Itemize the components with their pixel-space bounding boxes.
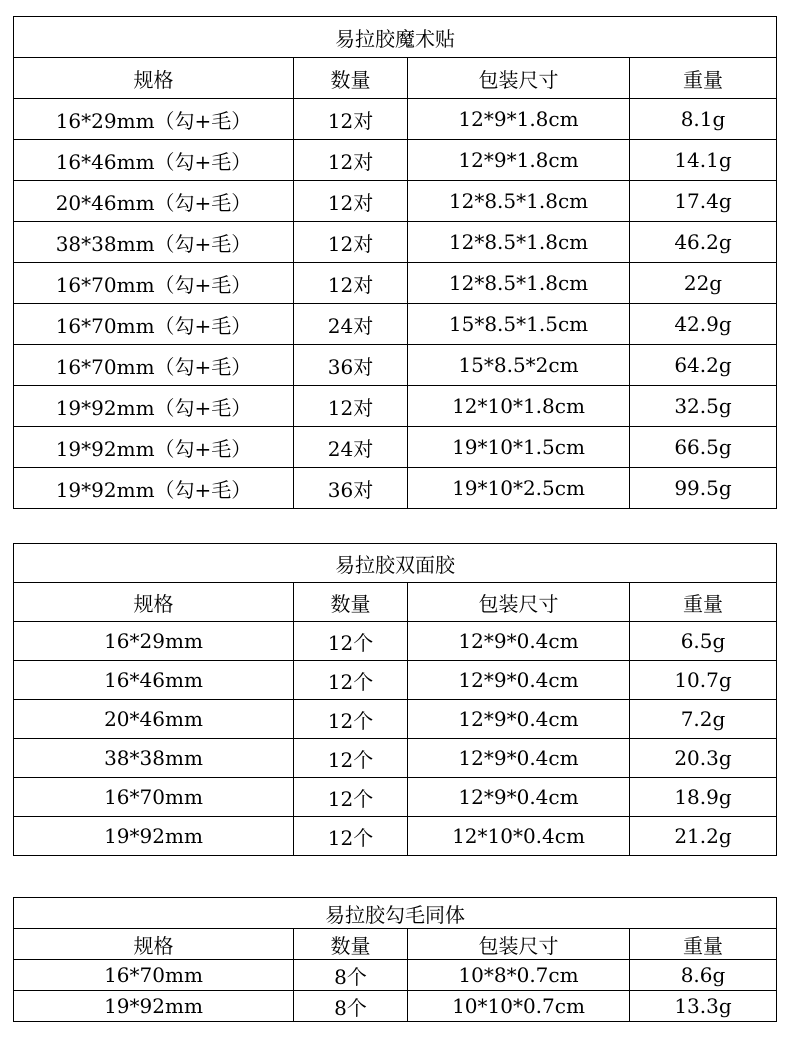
header-spec: 规格 bbox=[14, 929, 294, 960]
table-row bbox=[14, 960, 777, 991]
cell-spec: 16*46mm（勾+毛） bbox=[14, 140, 294, 181]
cell-pack-size: 19*10*1.5cm bbox=[408, 427, 630, 468]
table-row bbox=[14, 778, 777, 817]
cell-weight: 99.5g bbox=[630, 468, 777, 509]
cell-spec: 38*38mm（勾+毛） bbox=[14, 222, 294, 263]
cell-spec: 16*70mm bbox=[14, 960, 294, 991]
table-row bbox=[14, 181, 777, 222]
table-row bbox=[14, 817, 777, 856]
table-header-row bbox=[14, 58, 777, 99]
cell-weight: 21.2g bbox=[630, 817, 777, 856]
cell-qty: 12个 bbox=[294, 739, 408, 778]
cell-spec: 19*92mm（勾+毛） bbox=[14, 468, 294, 509]
table-row bbox=[14, 661, 777, 700]
cell-qty: 8个 bbox=[294, 991, 408, 1022]
cell-pack-size: 12*9*0.4cm bbox=[408, 700, 630, 739]
cell-pack-size: 12*10*0.4cm bbox=[408, 817, 630, 856]
cell-pack-size: 12*9*1.8cm bbox=[408, 99, 630, 140]
cell-weight: 64.2g bbox=[630, 345, 777, 386]
cell-weight: 42.9g bbox=[630, 304, 777, 345]
header-pack-size: 包装尺寸 bbox=[408, 583, 630, 622]
header-weight: 重量 bbox=[630, 929, 777, 960]
cell-qty: 12个 bbox=[294, 622, 408, 661]
cell-weight: 66.5g bbox=[630, 427, 777, 468]
cell-pack-size: 12*8.5*1.8cm bbox=[408, 181, 630, 222]
table-title: 易拉胶勾毛同体 bbox=[14, 898, 777, 929]
cell-qty: 12个 bbox=[294, 700, 408, 739]
cell-spec: 16*70mm（勾+毛） bbox=[14, 304, 294, 345]
cell-spec: 16*46mm bbox=[14, 661, 294, 700]
cell-weight: 17.4g bbox=[630, 181, 777, 222]
header-spec: 规格 bbox=[14, 583, 294, 622]
header-qty: 数量 bbox=[294, 583, 408, 622]
cell-qty: 12对 bbox=[294, 222, 408, 263]
cell-spec: 19*92mm bbox=[14, 991, 294, 1022]
cell-spec: 20*46mm（勾+毛） bbox=[14, 181, 294, 222]
cell-spec: 20*46mm bbox=[14, 700, 294, 739]
table-row bbox=[14, 427, 777, 468]
table-row bbox=[14, 263, 777, 304]
table-row bbox=[14, 700, 777, 739]
cell-pack-size: 15*8.5*2cm bbox=[408, 345, 630, 386]
cell-qty: 24对 bbox=[294, 427, 408, 468]
cell-qty: 12对 bbox=[294, 181, 408, 222]
spec-table-hook-loop-integrated bbox=[13, 897, 777, 1022]
cell-weight: 13.3g bbox=[630, 991, 777, 1022]
cell-weight: 14.1g bbox=[630, 140, 777, 181]
cell-weight: 7.2g bbox=[630, 700, 777, 739]
cell-pack-size: 12*9*0.4cm bbox=[408, 661, 630, 700]
cell-spec: 19*92mm bbox=[14, 817, 294, 856]
cell-qty: 8个 bbox=[294, 960, 408, 991]
cell-qty: 12个 bbox=[294, 817, 408, 856]
table-row bbox=[14, 99, 777, 140]
cell-pack-size: 12*9*0.4cm bbox=[408, 778, 630, 817]
cell-spec: 16*70mm（勾+毛） bbox=[14, 345, 294, 386]
header-pack-size: 包装尺寸 bbox=[408, 929, 630, 960]
header-weight: 重量 bbox=[630, 58, 777, 99]
table-row bbox=[14, 991, 777, 1022]
table-row bbox=[14, 140, 777, 181]
cell-qty: 12对 bbox=[294, 99, 408, 140]
table-row bbox=[14, 222, 777, 263]
cell-spec: 16*29mm（勾+毛） bbox=[14, 99, 294, 140]
cell-qty: 12对 bbox=[294, 140, 408, 181]
cell-pack-size: 19*10*2.5cm bbox=[408, 468, 630, 509]
cell-weight: 46.2g bbox=[630, 222, 777, 263]
cell-qty: 12个 bbox=[294, 661, 408, 700]
cell-pack-size: 15*8.5*1.5cm bbox=[408, 304, 630, 345]
cell-qty: 12对 bbox=[294, 263, 408, 304]
cell-weight: 20.3g bbox=[630, 739, 777, 778]
spec-table-double-sided-tape bbox=[13, 543, 777, 856]
header-pack-size: 包装尺寸 bbox=[408, 58, 630, 99]
table-title-row bbox=[14, 898, 777, 929]
header-qty: 数量 bbox=[294, 58, 408, 99]
cell-spec: 16*70mm（勾+毛） bbox=[14, 263, 294, 304]
cell-qty: 36对 bbox=[294, 468, 408, 509]
table-row bbox=[14, 345, 777, 386]
cell-pack-size: 12*9*0.4cm bbox=[408, 739, 630, 778]
table-row bbox=[14, 386, 777, 427]
cell-pack-size: 12*9*1.8cm bbox=[408, 140, 630, 181]
table-title-row bbox=[14, 17, 777, 58]
cell-qty: 36对 bbox=[294, 345, 408, 386]
cell-spec: 16*29mm bbox=[14, 622, 294, 661]
table-row bbox=[14, 739, 777, 778]
table-row bbox=[14, 622, 777, 661]
table-row bbox=[14, 304, 777, 345]
cell-spec: 16*70mm bbox=[14, 778, 294, 817]
cell-pack-size: 12*8.5*1.8cm bbox=[408, 222, 630, 263]
cell-weight: 22g bbox=[630, 263, 777, 304]
table-header-row bbox=[14, 929, 777, 960]
table-row bbox=[14, 468, 777, 509]
cell-pack-size: 12*8.5*1.8cm bbox=[408, 263, 630, 304]
table-title: 易拉胶魔术贴 bbox=[14, 17, 777, 58]
cell-spec: 19*92mm（勾+毛） bbox=[14, 427, 294, 468]
cell-weight: 8.1g bbox=[630, 99, 777, 140]
spec-table-magic-tape bbox=[13, 16, 777, 509]
header-weight: 重量 bbox=[630, 583, 777, 622]
cell-weight: 18.9g bbox=[630, 778, 777, 817]
cell-qty: 12个 bbox=[294, 778, 408, 817]
table-title-row bbox=[14, 544, 777, 583]
table-title: 易拉胶双面胶 bbox=[14, 544, 777, 583]
table-header-row bbox=[14, 583, 777, 622]
cell-pack-size: 10*8*0.7cm bbox=[408, 960, 630, 991]
cell-qty: 24对 bbox=[294, 304, 408, 345]
cell-weight: 32.5g bbox=[630, 386, 777, 427]
header-qty: 数量 bbox=[294, 929, 408, 960]
cell-pack-size: 12*10*1.8cm bbox=[408, 386, 630, 427]
cell-qty: 12对 bbox=[294, 386, 408, 427]
cell-weight: 10.7g bbox=[630, 661, 777, 700]
cell-weight: 8.6g bbox=[630, 960, 777, 991]
header-spec: 规格 bbox=[14, 58, 294, 99]
cell-pack-size: 10*10*0.7cm bbox=[408, 991, 630, 1022]
cell-pack-size: 12*9*0.4cm bbox=[408, 622, 630, 661]
cell-weight: 6.5g bbox=[630, 622, 777, 661]
cell-spec: 38*38mm bbox=[14, 739, 294, 778]
cell-spec: 19*92mm（勾+毛） bbox=[14, 386, 294, 427]
